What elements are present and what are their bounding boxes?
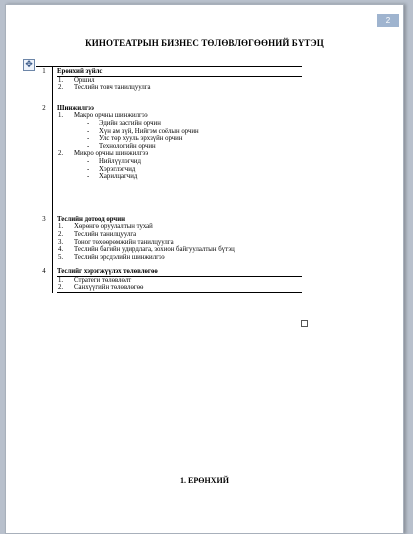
section-heading: 1. ЕРӨНХИЙ	[180, 476, 229, 485]
list-item-number: 1.	[58, 76, 64, 84]
section-title: Теслийг хэрэгжүүлэх төлөвлөгөө	[57, 268, 302, 277]
list-item-number: 2.	[58, 84, 64, 92]
dash-bullet-icon: -	[87, 119, 90, 127]
dash-bullet-icon: -	[87, 135, 90, 143]
section-title: Шинжилгээ	[57, 104, 94, 112]
section-number: 1	[42, 68, 46, 75]
table-row-section-3	[36, 215, 302, 268]
list-item	[57, 246, 302, 254]
sub-list-item	[57, 166, 302, 174]
section-body	[52, 215, 302, 268]
sub-list-item	[57, 120, 302, 128]
list-item-number: 2.	[58, 150, 64, 158]
dash-bullet-icon: -	[87, 165, 90, 173]
list-item-text: Теслийн багийн удирдлага, зохион байгуулалтын бүтэц	[74, 246, 235, 254]
list-item-number: 5.	[58, 253, 64, 261]
list-item-text: Санхүүгийн төлөвлөгөө	[74, 284, 144, 292]
list-item-number: 2.	[58, 284, 64, 292]
section-spacer	[57, 181, 302, 215]
list-item	[57, 239, 302, 247]
list-item	[57, 277, 302, 285]
sub-list-item-text: Харилцагчид	[99, 173, 138, 181]
list-item-text: Микро орчны шинжилгээ	[74, 150, 149, 158]
list-item	[57, 150, 302, 158]
list-item	[57, 112, 302, 120]
section-title: Теслийн дотоод орчин	[57, 215, 126, 223]
table-row-section-1	[36, 67, 302, 104]
section-body	[52, 267, 302, 293]
dash-bullet-icon: -	[87, 142, 90, 150]
list-item-text: Хөрөнгө оруулалтын тухай	[74, 223, 153, 231]
sub-list-item-text: Нийлүүлэгчид	[99, 157, 141, 165]
list-item-number: 3.	[58, 238, 64, 246]
dash-bullet-icon: -	[87, 173, 90, 181]
table-row-section-4	[36, 267, 302, 293]
sub-list-item	[57, 143, 302, 151]
section-number: 3	[42, 215, 46, 223]
sub-list-item	[57, 135, 302, 143]
list-item-text: Макро орчны шинжилгээ	[74, 112, 148, 120]
list-item-number: 4.	[58, 246, 64, 254]
list-item	[57, 77, 302, 85]
list-item-text: Тоног төхөөрөмжийн танилцуулга	[74, 238, 174, 246]
sub-list-item-text: Хэрэглэгчид	[99, 165, 136, 173]
section-body	[52, 104, 302, 215]
document-page	[5, 4, 404, 534]
list-item	[57, 231, 302, 239]
sub-list-item	[57, 128, 302, 136]
sub-list-item-text: Хүн ам зүй, Нийгэм соёлын орчин	[99, 127, 199, 135]
list-item	[57, 254, 302, 262]
list-item	[57, 223, 302, 231]
table-move-handle-icon[interactable]: ✥	[23, 59, 35, 71]
list-item-number: 1.	[58, 112, 64, 120]
structure-table	[36, 66, 302, 293]
table-resize-handle[interactable]	[301, 320, 308, 327]
page-number-tab: 2	[377, 14, 399, 27]
list-item-number: 2.	[58, 230, 64, 238]
list-item-text: Теслийн танилцуулга	[74, 230, 137, 238]
list-item-text: Стратеги төлөвлөлт	[74, 276, 132, 284]
list-item-text: Теслийн эрсдэлийн шинжилгээ	[74, 253, 165, 261]
list-item	[57, 84, 302, 92]
list-item-number: 1.	[58, 223, 64, 231]
list-item-text: Оршил	[74, 76, 95, 84]
sub-list-item	[57, 173, 302, 181]
list-item-text: Теслийн товч танилцуулга	[74, 84, 151, 92]
list-item-number: 1.	[58, 276, 64, 284]
document-title: КИНОТЕАТРЫН БИЗНЕС ТӨЛӨВЛӨГӨӨНИЙ БҮТЭЦ	[85, 38, 324, 48]
section-number: 2	[42, 104, 46, 112]
dash-bullet-icon: -	[87, 157, 90, 165]
sub-list-item	[57, 158, 302, 166]
list-item	[57, 284, 302, 293]
section-body	[52, 67, 302, 104]
table-row-section-2	[36, 104, 302, 215]
sub-list-item-text: Технологийн орчин	[99, 142, 156, 150]
section-number: 4	[42, 268, 46, 276]
sub-list-item-text: Улс төр хууль эрхзүйн орчин	[99, 135, 183, 143]
section-title: Ерөнхий зүйлс	[57, 68, 302, 77]
dash-bullet-icon: -	[87, 127, 90, 135]
sub-list-item-text: Эдийн засгийн орчин	[99, 119, 161, 127]
section-spacer	[57, 92, 302, 104]
